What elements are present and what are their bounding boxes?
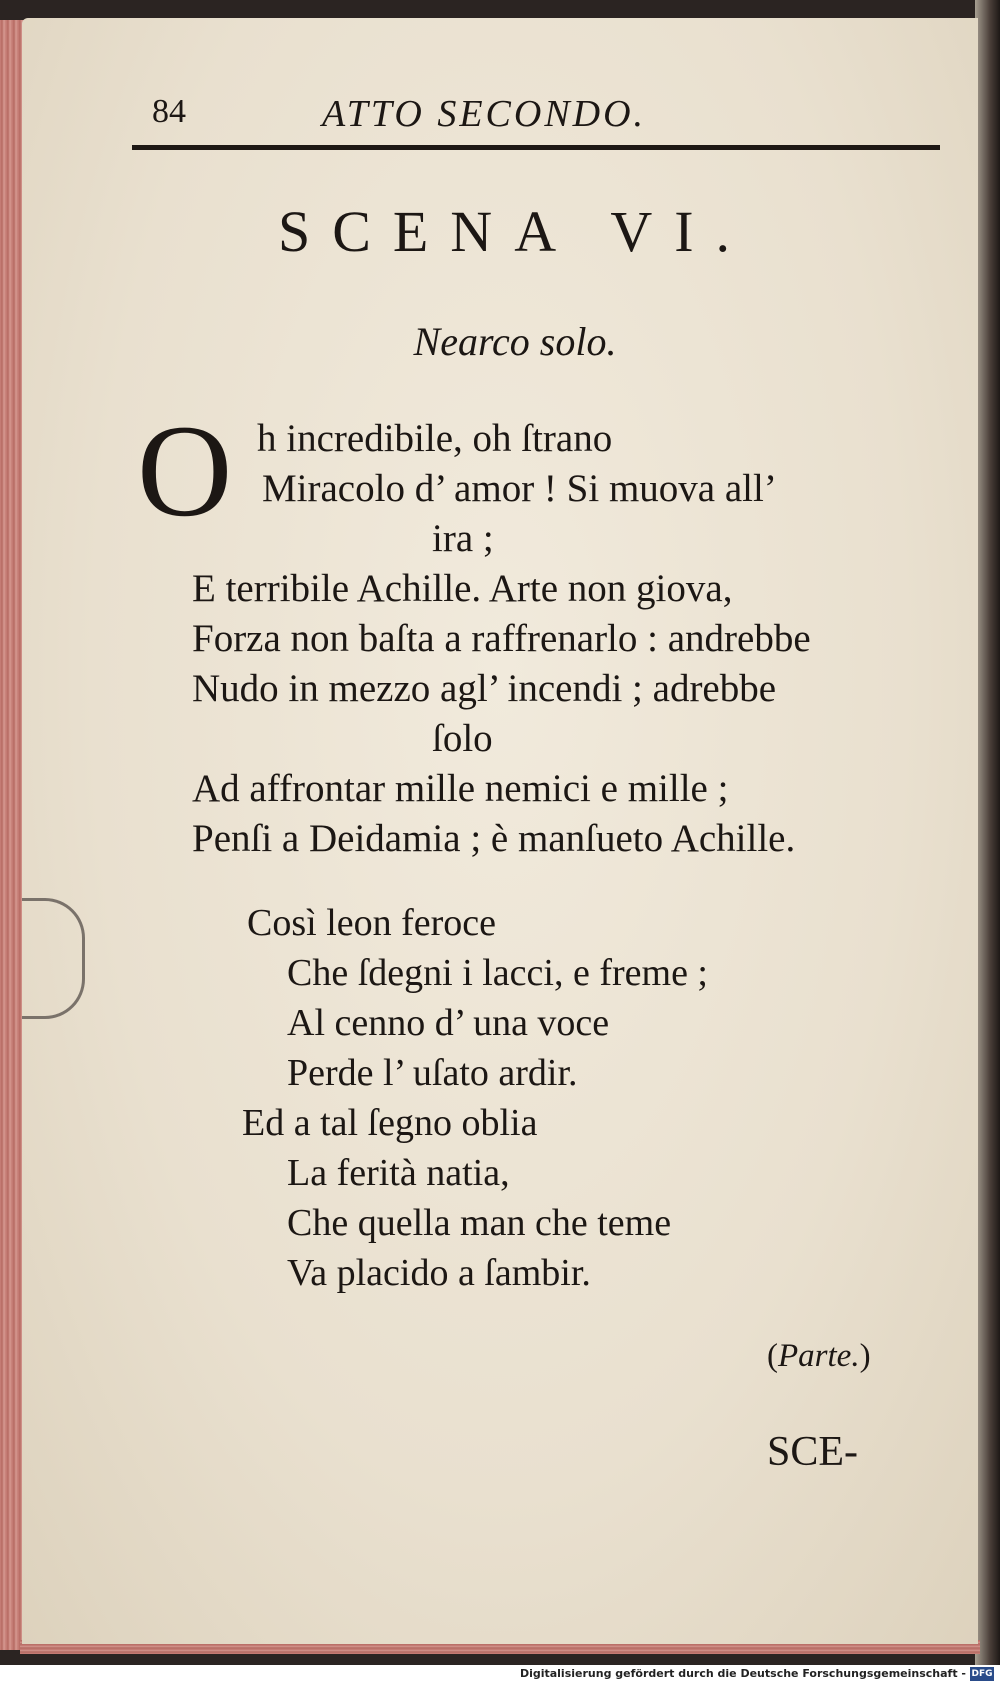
scene-title: SCENA VI. — [277, 199, 753, 264]
verse-line: ſolo — [432, 717, 493, 760]
header-rule — [132, 145, 940, 150]
drop-cap: O — [137, 397, 233, 544]
verse-line: Così leon feroce — [247, 902, 497, 944]
footer-credit: Digitalisierung gefördert durch die Deutsche Forschungsgemeinschaft - — [519, 1667, 966, 1680]
running-head: ATTO SECONDO. — [322, 93, 647, 135]
verse-line: E terribile Achille. Arte non giova, — [192, 567, 733, 610]
dfg-logo-icon: DFG — [971, 1669, 993, 1679]
verse-line: Che ſdegni i lacci, e freme ; — [287, 952, 708, 994]
verse-line: ira ; — [432, 517, 494, 560]
stage-direction-open: ( — [767, 1338, 778, 1374]
verse-line: Forza non baſta a raffrenarlo : andrebbe — [192, 617, 811, 660]
verse-line: Perde l’ uſato ardir. — [287, 1052, 578, 1094]
book-spine-shadow — [975, 0, 1000, 1684]
verse-line: Va placido a ſambir. — [287, 1252, 591, 1294]
page-number: 84 — [152, 93, 186, 130]
verse-line: Che quella man che teme — [287, 1202, 672, 1244]
stage-direction-close: ) — [859, 1338, 871, 1374]
stage-direction-text: Parte. — [778, 1338, 860, 1374]
verse-line: Ed a tal ſegno oblia — [242, 1102, 538, 1144]
verse-line: Penſi a Deidamia ; è manſueto Achille. — [192, 817, 796, 860]
verse-line: Miracolo d’ amor ! Si muova all’ — [262, 467, 777, 510]
book-page — [22, 18, 978, 1644]
verse-line: Ad affrontar mille nemici e mille ; — [192, 767, 729, 810]
verse-line: Al cenno d’ una voce — [287, 1002, 610, 1044]
catchword: SCE- — [767, 1429, 859, 1475]
verse-line: La ferità natia, — [287, 1152, 510, 1194]
stage-direction — [767, 1338, 871, 1375]
speaker-heading: Nearco solo. — [413, 319, 617, 364]
bookmark-tab — [22, 898, 85, 1019]
verse-line: h incredibile, oh ſtrano — [257, 417, 613, 460]
verse-line: Nudo in mezzo agl’ incendi ; adrebbe — [192, 667, 777, 710]
page-header — [132, 78, 942, 138]
